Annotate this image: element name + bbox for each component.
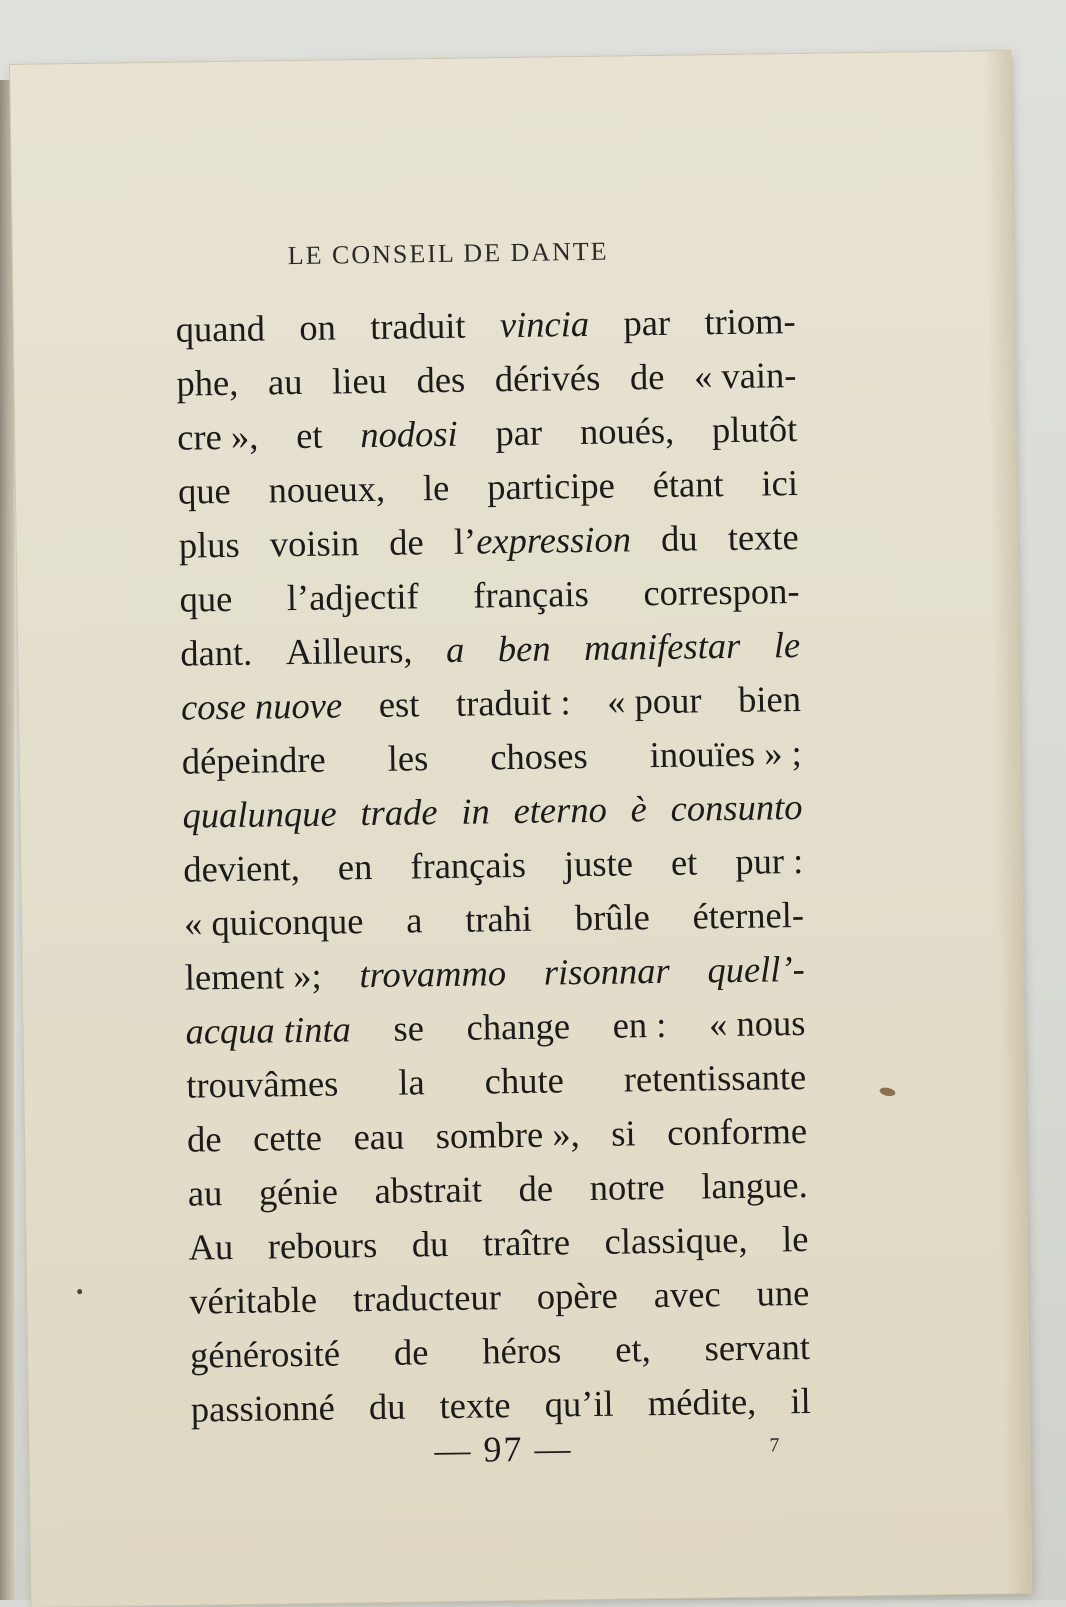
- word: que: [177, 469, 231, 512]
- word: eau: [353, 1115, 405, 1158]
- word: de: [629, 355, 665, 398]
- word: se: [393, 1007, 425, 1049]
- word: notre: [589, 1165, 665, 1208]
- word: génie: [258, 1170, 339, 1213]
- word: choses: [490, 734, 588, 778]
- word: le: [781, 1217, 809, 1260]
- word: du: [368, 1385, 406, 1428]
- word: noueux,: [268, 467, 386, 511]
- word: sombre »,: [435, 1113, 580, 1157]
- word: rebours: [267, 1223, 378, 1267]
- word: devient,: [183, 847, 301, 890]
- word: véritable: [189, 1278, 318, 1322]
- italic-word: è: [630, 788, 648, 830]
- word: « nous: [708, 1001, 806, 1045]
- word: plus: [178, 523, 240, 566]
- word: éternel-: [692, 893, 805, 937]
- word: les: [387, 737, 429, 779]
- text-line: [180, 618, 801, 681]
- word: lieu: [331, 359, 388, 402]
- word: si: [610, 1112, 636, 1154]
- word: au: [267, 360, 303, 403]
- word: lement »;: [184, 954, 322, 998]
- word: correspon-: [643, 570, 800, 614]
- text-line: [186, 1050, 807, 1113]
- word: voisin: [269, 522, 360, 565]
- word: bien: [737, 678, 802, 720]
- italic-word: a: [445, 628, 465, 670]
- word: des: [416, 358, 466, 401]
- word: de: [388, 521, 424, 563]
- word: générosité: [189, 1332, 341, 1376]
- text-line: [185, 996, 806, 1059]
- word: et: [670, 841, 698, 883]
- word: servant: [704, 1325, 811, 1369]
- word: du: [660, 517, 698, 559]
- word: pur :: [735, 839, 804, 882]
- word: plutôt: [711, 408, 798, 451]
- text-line: [178, 456, 799, 519]
- word: en :: [612, 1003, 667, 1046]
- word: héros: [481, 1329, 562, 1372]
- word: et,: [614, 1328, 651, 1370]
- word: texte: [727, 516, 799, 559]
- word: il: [790, 1379, 811, 1422]
- word: de: [186, 1118, 222, 1160]
- word: abstrait: [374, 1168, 483, 1211]
- italic-word: nodosi: [360, 412, 458, 456]
- paper-stain: [879, 1086, 896, 1097]
- word: dépeindre: [181, 738, 326, 782]
- word: l’: [453, 520, 477, 562]
- running-head: LE CONSEIL DE DANTE: [287, 236, 609, 271]
- italic-word: manifestar: [583, 624, 741, 669]
- word: une: [756, 1271, 810, 1314]
- text-line: [183, 834, 804, 897]
- word: avec: [653, 1273, 721, 1316]
- word: dant.: [179, 631, 253, 674]
- word: le: [422, 466, 450, 509]
- word: traduit :: [455, 681, 571, 724]
- italic-word: consunto: [670, 785, 803, 829]
- italic-word: trovammo: [359, 952, 507, 996]
- word: chute: [484, 1059, 565, 1102]
- word: juste: [563, 842, 634, 885]
- text-line: [179, 564, 800, 627]
- word: « pour: [606, 679, 702, 722]
- word: opère: [536, 1274, 619, 1317]
- book-page: [10, 51, 1031, 1607]
- italic-word: vincia: [499, 302, 590, 346]
- word: cre »,: [176, 415, 259, 458]
- text-line: [182, 780, 803, 843]
- word: français: [472, 572, 590, 616]
- word: dérivés: [494, 356, 601, 400]
- italic-word: le: [773, 624, 801, 666]
- word: est: [378, 683, 420, 725]
- word: du: [411, 1222, 449, 1265]
- italic-word: risonnar: [543, 949, 670, 993]
- word: traducteur: [352, 1276, 502, 1320]
- word: par: [623, 301, 671, 344]
- text-line: [181, 672, 802, 735]
- text-line: [187, 1158, 808, 1221]
- word: participe: [486, 464, 616, 508]
- text-line: [187, 1104, 808, 1167]
- word: trahi: [464, 897, 533, 940]
- text-line: [176, 348, 797, 411]
- word: trouvâmes: [186, 1062, 339, 1106]
- italic-word: expression: [475, 518, 632, 562]
- italic-word: quell’-: [707, 947, 805, 991]
- word: classique,: [604, 1218, 748, 1262]
- word: Ailleurs,: [285, 629, 413, 673]
- word: la: [398, 1061, 425, 1103]
- word: par: [495, 411, 543, 454]
- word: « quiconque: [183, 900, 364, 944]
- word: passionné: [190, 1386, 336, 1430]
- text-line: [177, 402, 798, 465]
- text-line: [189, 1266, 810, 1329]
- text-line: [184, 942, 805, 1005]
- word: Au: [188, 1225, 234, 1268]
- paper-speck: [77, 1289, 83, 1295]
- italic-word: acqua tinta: [185, 1008, 352, 1052]
- text-line: [188, 1212, 809, 1275]
- word: l’adjectif: [286, 575, 419, 619]
- word: triom-: [704, 300, 796, 343]
- word: étant: [652, 463, 724, 506]
- word: phe,: [176, 361, 239, 404]
- word: change: [466, 1005, 571, 1048]
- italic-word: in: [461, 790, 490, 832]
- word: qu’il: [544, 1382, 614, 1425]
- italic-word: ben: [497, 627, 551, 670]
- signature-mark: 7: [769, 1434, 780, 1457]
- page-number: — 97 —: [434, 1428, 573, 1471]
- word: de: [518, 1167, 554, 1209]
- book-edge: [0, 80, 14, 1600]
- word: de: [393, 1331, 429, 1373]
- italic-word: cose nuove: [180, 684, 343, 728]
- body-text: [175, 294, 811, 1437]
- word: traduit: [369, 304, 466, 347]
- word: inouïes » ;: [649, 731, 802, 776]
- text-line: [190, 1374, 811, 1437]
- word: brûle: [574, 896, 651, 939]
- italic-word: eterno: [513, 788, 608, 832]
- word: a: [405, 899, 423, 941]
- italic-word: trade: [360, 791, 438, 834]
- text-line: [175, 294, 796, 357]
- text-line: [184, 888, 805, 951]
- word: que: [179, 577, 233, 620]
- word: traître: [482, 1221, 571, 1264]
- text-line: [181, 726, 802, 789]
- word: quand: [175, 307, 266, 350]
- word: médite,: [647, 1380, 757, 1424]
- word: retentissante: [623, 1055, 807, 1100]
- text-line: [190, 1320, 811, 1383]
- word: noués,: [579, 409, 675, 453]
- word: au: [187, 1172, 223, 1214]
- word: conforme: [666, 1109, 808, 1153]
- italic-word: qualunque: [182, 792, 337, 836]
- word: on: [299, 306, 337, 348]
- word: texte: [439, 1384, 511, 1427]
- word: français: [410, 843, 527, 887]
- word: cette: [252, 1116, 323, 1159]
- word: ici: [761, 462, 799, 504]
- word: et: [295, 414, 323, 457]
- word: en: [337, 846, 373, 888]
- word: langue.: [700, 1163, 808, 1207]
- text-line: [178, 510, 799, 573]
- word: « vain-: [693, 354, 797, 397]
- word-group: [453, 512, 631, 568]
